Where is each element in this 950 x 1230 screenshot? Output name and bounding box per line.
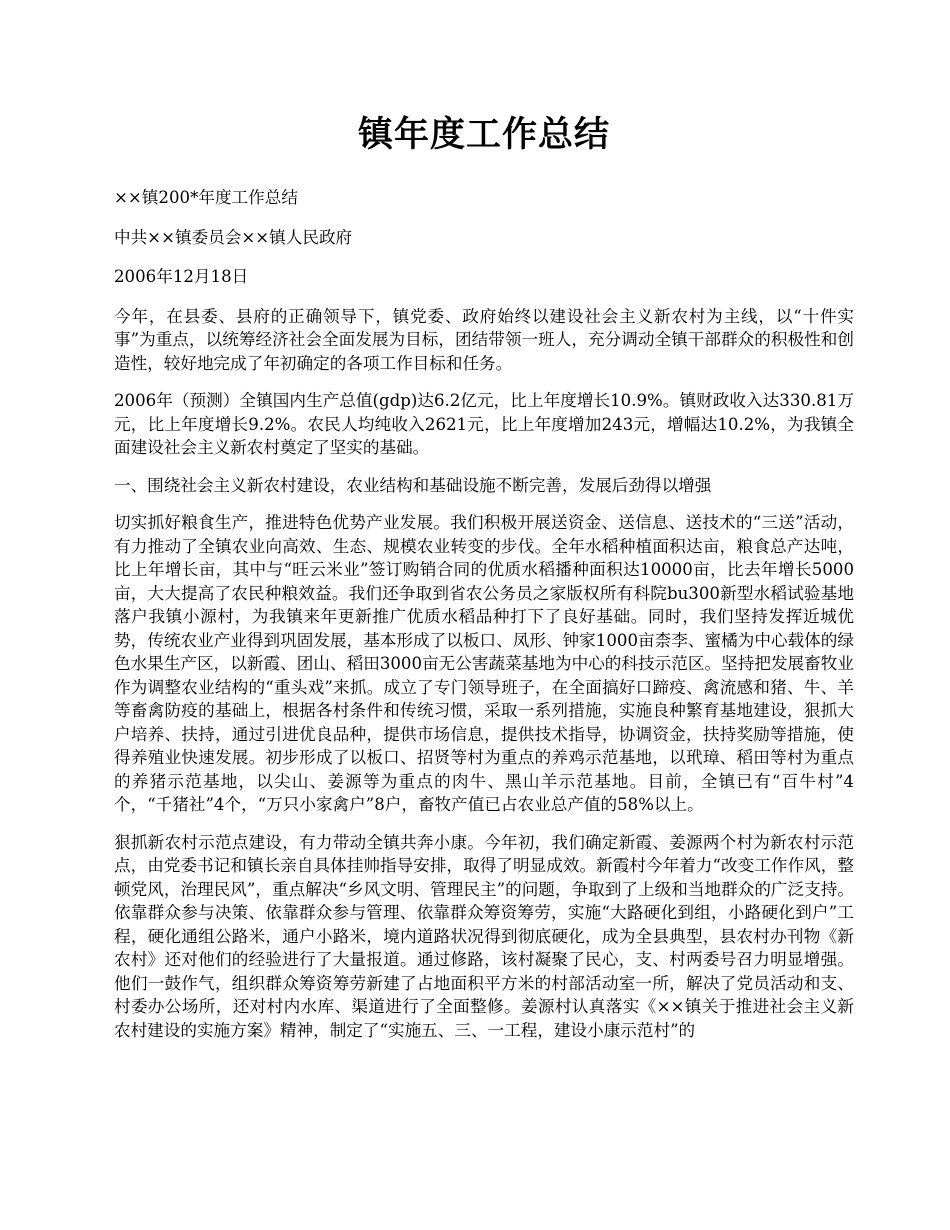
document-page: [114, 110, 854, 1056]
paragraph-new-village: 狠抓新农村示范点建设，有力带动全镇共奔小康。今年初，我们确定新霞、姜源两个村为新农村示范点，由党委书记和镇长亲自具体挂帅指导安排，取得了明显成效。新霞村今年着力“改变工作作风，整顿党风，治理民风”，重点解决“乡风文明、管理民主”的问题，争取到了上级和当地群众的广泛支持。依靠群众参与决策、依靠群众参与管理、依靠群众筹资筹劳，实施“大路硬化到组，小路硬化到户”工程，硬化通组公路米，通户小路米，境内道路状况得到彻底硬化，成为全县典型，县农村办刊物《新农村》还对他们的经验进行了大量报道。通过修路，该村凝聚了民心，支、村两委号召力明显增强。他们一鼓作气，组织群众筹资筹劳新建了占地面积平方米的村部活动室一所，解决了党员活动和支、村委办公场所，还对村内水库、渠道进行了全面整修。姜源村认真落实《××镇关于推进社会主义新农村建设的实施方案》精神，制定了“实施五、三、一工程，建设小康示范村”的: [114, 832, 854, 1040]
paragraph-agriculture: 切实抓好粮食生产，推进特色优势产业发展。我们积极开展送资金、送信息、送技术的“三送”活动，有力推动了全镇农业向高效、生态、规模农业转变的步伐。全年水稻种植面积达亩，粮食总产达吨，比上年增长亩，其中与“旺云米业”签订购销合同的优质水稻播种面积达10000亩，比去年增长5000亩，大大提高了农民种粮效益。我们还争取到省农公务员之家版权所有科院bu300新型水稻试验基地落户我镇小源村，为我镇来年更新推广优质水稻品种打下了良好基础。同时，我们坚持发挥近城优势，传统农业产业得到巩固发展，基本形成了以板口、凤形、钟家1000亩柰李、蜜橘为中心载体的绿色水果生产区，以新霞、团山、稻田3000亩无公害蔬菜基地为中心的科技示范区。坚持把发展畜牧业作为调整农业结构的“重头戏”来抓。成立了专门领导班子，在全面搞好口蹄疫、禽流感和猪、牛、羊等畜禽防疫的基础上，根据各村条件和传统习惯，采取一系列措施，实施良种繁育基地建设，狠抓大户培养、扶持，通过引进优良品种，提供市场信息，提供技术指导，协调资金，扶持奖励等措施，使得养殖业快速发展。初步形成了以板口、招贤等村为重点的养鸡示范基地，以玳璋、稻田等村为重点的养猪示范基地，以尖山、姜源等为重点的肉牛、黑山羊示范基地。目前，全镇已有“百牛村”4个，“千猪社”4个，“万只小家禽户”8户，畜牧产值已占农业总产值的58%以上。: [114, 513, 854, 814]
paragraph-intro: 今年，在县委、县府的正确领导下，镇党委、政府始终以建设社会主义新农村为主线，以“十件实事”为重点，以统筹经济社会全面发展为目标，团结带领一班人，充分调动全镇干部群众的积极性和创造性，较好地完成了年初确定的各项工作目标和任务。: [114, 306, 854, 373]
document-title: 镇年度工作总结: [357, 114, 610, 155]
section-heading-1: 一、围绕社会主义新农村建设，农业结构和基础设施不断完善，发展后劲得以增强: [114, 475, 712, 495]
paragraph-statistics: 2006年（预测）全镇国内生产总值(gdp)达6.2亿元，比上年度增长10.9%。镇财政收入达330.81万元，比上年度增长9.2%。农民人均纯收入2621元，比上年度增加243元，增幅达10.2%，为我镇全面建设社会主义新农村奠定了坚实的基础。: [114, 391, 854, 457]
document-date: 2006年12月18日: [114, 267, 249, 286]
document-heading-line: ××镇200*年度工作总结: [114, 188, 298, 207]
document-issuer: 中共××镇委员会××镇人民政府: [114, 227, 353, 247]
